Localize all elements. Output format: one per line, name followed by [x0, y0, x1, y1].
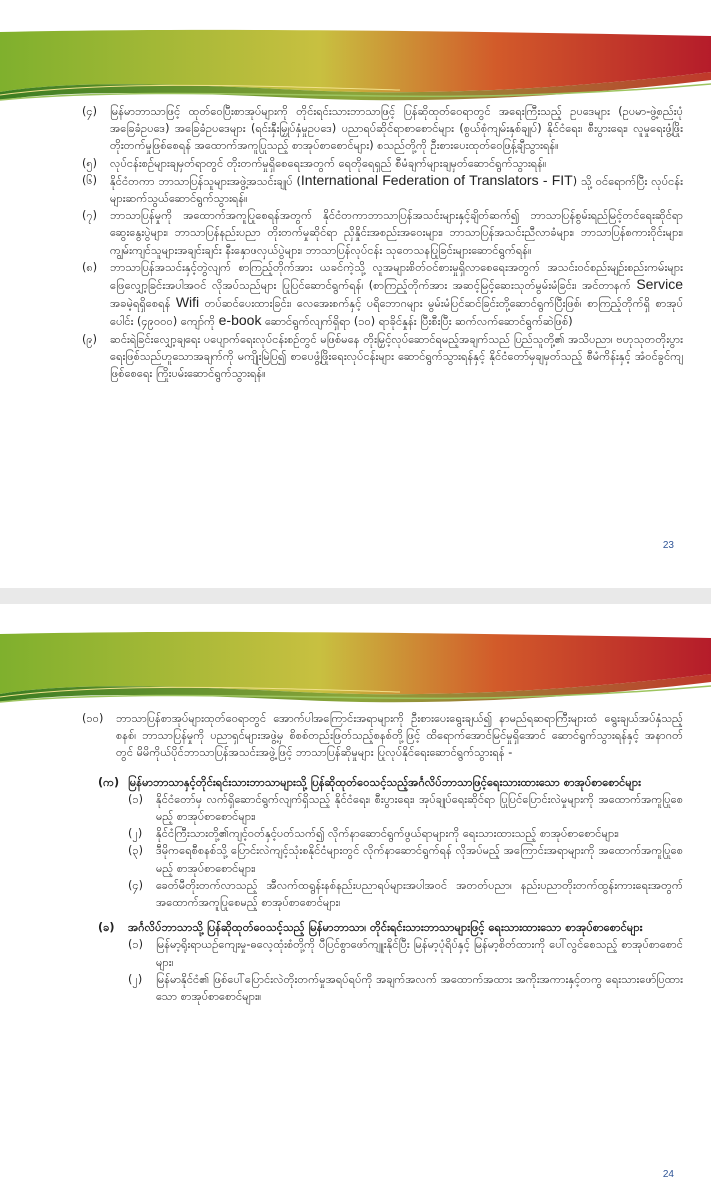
- item-text: [110, 259, 683, 331]
- item-number: (၉): [82, 332, 98, 346]
- item-number: (၇): [82, 209, 98, 223]
- item-text: ခေတ်မီတိုးတက်လာသည့် အီလက်ထရွန်းနစ်နည်းပညာရပ်များအပါအဝင် အတတ်ပညာ၊ နည်းပညာတိုးတက်ထွန်းကားရေးအတွက် အထောက်အကူပြုစေမည့် စာအုပ်စာစောင်များ၊: [156, 878, 683, 910]
- sections: [98, 774, 683, 1006]
- item-text: မြန်မာ့ရိုးရာယဉ်ကျေးမှု-ဓလေ့ထုံးစံတို့ကို ပီပြင်စွာဖော်ကျူးနိုင်ပြီး မြန်မာ့ပုံရိပ်နှင့် မြန်မာ့စိတ်ထားကို ပေါ်လွင်စေသည့် စာအုပ်စာစောင်များ၊: [156, 938, 683, 969]
- text-run: ဘာသာပြန်အသင်းနှင့်တွဲလျက် စာကြည့်တိုက်အား ယခင်ကဲ့သို့ လူအများစိတ်ဝင်စားမှုရှိလာစေရေးအတွက် အသင်းဝင်စည်းမျဉ်းစည်းကမ်းများ ဖြေလျှော့ခြင်းအပါအဝင် လိုအပ်သည်များ ပြုပြင်ဆောင်ရွက်ရန်၊ (စာကြည့်တိုက်အား အဆင့်မြင့်ဆေးသုတ်မွမ်းမံခြင်း၊ အင်တာနက်: [110, 260, 683, 293]
- latin-term: Service: [636, 276, 683, 293]
- header-banner-decoration: [0, 604, 711, 714]
- latin-term: International Federation of Translators - FIT: [300, 171, 573, 188]
- section-title: မြန်မာဘာသာနှင့်တိုင်းရင်းသားဘာသာများသို့ ပြန်ဆိုထုတ်ဝေသင့်သည့်အင်္ဂလိပ်ဘာသာဖြင့်ရေးသားထားသော စာအုပ်စာစောင်များ: [128, 775, 641, 789]
- item-number: (၄): [128, 878, 144, 892]
- section-number: (က): [98, 775, 120, 789]
- text-run: ဘာသာပြန်မှုကို အထောက်အကူပြုစေရန်အတွက် နိုင်ငံတကာဘာသာပြန်အသင်းများနှင့်ချိတ်ဆက်၍ ဘာသာပြန်စွမ်းရည်မြင့်တင်ရေးဆိုင်ရာဆွေးနွေးပွဲများ၊ ဘာသာပြန်နည်းပညာ တိုးတက်မှုဆိုင်ရာ ညှိနှိုင်းအစည်းအဝေးများ၊ ဘာသာပြန်အသင်းညီလာခံများ၊ ဘာသာပြန်စကားဝိုင်းများ၊ ကျွမ်းကျင်သူများအချင်းချင်း နီးနှောဖလှယ်ပွဲများ၊ ဘာသာပြန်လုပ်ငန်း သုတေသနပြုခြင်းများဆောင်ရွက်ရန်။: [110, 209, 683, 257]
- item-text: [110, 172, 683, 207]
- text-run: တပ်ဆင်ပေးထားခြင်း၊ လေအေးစက်နှင့် ပရိဘောဂများ မွမ်းမံပြင်ဆင်ခြင်းတို့ဆောင်ရွက်ပြီးဖြစ်၊ စာကြည့်တိုက်ရှိ စာအုပ်ပေါင်း (၄၉၀၀၀) ကျော်ကို: [110, 297, 683, 329]
- latin-term: e-book: [218, 312, 262, 329]
- list-item: [82, 331, 683, 383]
- list-item: [128, 791, 683, 825]
- list-item: [82, 155, 683, 172]
- item-number: (၁): [128, 938, 144, 952]
- item-text: [110, 207, 683, 259]
- list-item: [82, 172, 683, 207]
- list-item: [128, 825, 683, 842]
- list-item: [128, 877, 683, 911]
- item-text: နိုင်ငံတော်မှ လက်ရှိဆောင်ရွက်လျက်ရှိသည့် နိုင်ငံရေး၊ စီးပွားရေး၊ အုပ်ချုပ်ရေးဆိုင်ရာ ပြုပြင်ပြောင်းလဲမှုများကို အထောက်အကူပြုစေမည့် စာအုပ်စာစောင်များ၊: [156, 792, 683, 824]
- intro-item: [82, 710, 683, 762]
- item-number: (၁၀): [82, 712, 104, 725]
- item-text: [110, 103, 683, 155]
- item-number: (၈): [82, 260, 98, 274]
- list-item: [128, 971, 683, 1005]
- item-text: [110, 331, 683, 383]
- item-number: (၂): [128, 972, 143, 986]
- item-text: ဒီမိုကရေစီစနစ်သို့ ပြောင်းလဲကျင့်သုံးစနိုင်ငံများတွင် လိုက်နာဆောင်ရွက်ရန် လိုအပ်မည့် အကြောင်းအရာများကို အထောက်အကူပြုစေမည့် စာအုပ်စာစောင်များ၊: [156, 844, 683, 875]
- text-run: ) သို့ ဝင်ရောက်ပြီး လုပ်ငန်းများဆက်သွယ်ဆောင်ရွက်သွားရန်။: [110, 174, 683, 206]
- item-number: (၅): [82, 156, 98, 170]
- document-page-24: [0, 604, 711, 1200]
- text-run: ဆင်းရဲခြင်းလျှော့ချရေး ပပျောက်ရေးလုပ်ငန်းစဉ်တွင် မဖြစ်မနေ တိုးမြှင့်လုပ်ဆောင်ရမည့်အချက်သည် ပြည်သူတို့၏ အသိပညာ၊ ဗဟုသုတတိုးပွားရေးဖြစ်သည်ဟူသောအချက်ကို မကျိုးမြဲပြ၍ စာပေဖွံ့ဖြိုးရေးလုပ်ငန်းများ ဆောင်ရွက်သွားရန်နှင့် နိုင်ငံတော်မှချမှတ်သည့် စီမံကိန်းနှင့် အံဝင်ခွင်ကျဖြစ်စေရေး ကြိုးပမ်းဆောင်ရွက်သွားရန်။: [110, 332, 683, 381]
- item-number: (၄): [82, 105, 98, 118]
- item-text: နိုင်ငံကြီးသားတို့၏ကျင့်ဝတ်နှင့်ပတ်သက်၍ လိုက်နာဆောင်ရွက်ဖွယ်ရာများကို ရေးသားထားသည့် စာအုပ်စာစောင်များ၊: [156, 827, 619, 841]
- document-page-23: [0, 0, 711, 588]
- page-number: 23: [662, 540, 674, 551]
- page-23-list: [82, 103, 683, 382]
- item-number: (၁): [128, 792, 144, 806]
- text-run: နိုင်ငံတကာ ဘာသာပြန်သူများအဖွဲ့အသင်းချုပ် (: [110, 174, 301, 188]
- list-item: [82, 207, 683, 259]
- list-item: [82, 259, 683, 331]
- section-heading: [98, 774, 683, 791]
- item-number: (၆): [82, 173, 98, 187]
- section-number: (ခ): [98, 921, 115, 935]
- text-run: မြန်မာဘာသာဖြင့် ထုတ်ဝေပြီးစာအုပ်များကို တိုင်းရင်းသားဘာသာဖြင့် ပြန်ဆိုထုတ်ဝေရာတွင် အရေးကြီးသည့် ဥပဒေများ (ဥပမာ-ဖွဲ့စည်းပုံအခြေခံဥပဒေ) အခြေခံဥပဒေများ (ရင်းနှီးမြှုပ်နှံမှုဥပဒေ) ပညာရပ်ဆိုင်ရာစာစောင်များ (စွယ်စုံကျမ်းနှစ်ချုပ်) နိုင်ငံရေး၊ စီးပွားရေး၊ လူမှုရေးဖွံ့ဖြိုးတိုးတက်မှုဖြစ်စေရန် အထောက်အကူပြုသည့် စာအုပ်စာစောင်များ) စသည်တို့ကို ဦးစားပေးထုတ်ဝေဖြန့်ချီသွားရန်။: [110, 105, 683, 153]
- section-title: အင်္ဂလိပ်ဘာသာသို့ ပြန်ဆိုထုတ်ဝေသင့်သည့် မြန်မာဘာသာ၊ တိုင်းရင်းသားဘာသာများဖြင့် ရေးသားထားသော စာအုပ်စာစောင်များ: [128, 921, 643, 935]
- text-run: ဆောင်ရွက်လျက်ရှိရာ (၁၀) ရာခိုင်နှုန်း ပြီးစီးပြီး ဆက်လက်ဆောင်ရွက်ဆဲဖြစ်): [261, 315, 573, 329]
- header-banner-decoration: [0, 0, 711, 110]
- text-run: အခမဲ့ရရှိစေရန်: [110, 297, 176, 311]
- list-item: [82, 103, 683, 155]
- latin-term: Wifi: [175, 294, 200, 311]
- page-number: 24: [662, 1169, 674, 1180]
- item-text: [110, 155, 683, 172]
- item-text: ဘာသာပြန်စာအုပ်များထုတ်ဝေရာတွင် အောက်ပါအကြောင်းအရာများကို ဦးစားပေးရွေးချယ်၍ နာမည်ရဆရာကြီးများထံ ရွေးချယ်အပ်နှံသည့်စနစ်၊ ဘာသာပြန်မှုကို ပညာရှင်များအဖွဲ့မှ စိစစ်တည်းဖြတ်သည့်စနစ်တို့ဖြင့် ထိရောက်အောင်မြင်မှုရှိအောင် ဆောင်ရွက်သွားရန်နှင့် အနာဂတ်တွင် မိမိကိုယ်ပိုင်ဘာသာပြန်အသင်းအဖွဲ့ဖြင့် ဘာသာပြန်ဆိုမှုများ ပြုလုပ်နိုင်ရေးဆောင်ရွက်သွားရန် -: [116, 712, 683, 760]
- list-item: [128, 936, 683, 970]
- page-24-body: [82, 710, 683, 1005]
- item-text: မြန်မာနိုင်ငံ၏ ဖြစ်ပေါ်ပြောင်းလဲတိုးတက်မှုအရပ်ရပ်ကို အချက်အလက် အထောက်အထား အကိုးအကားနှင့်တကွ ရေးသားဖော်ပြထားသော စာအုပ်စာစောင်များ။: [156, 972, 683, 1004]
- item-number: (၃): [128, 844, 144, 858]
- item-number: (၂): [128, 827, 143, 841]
- section-heading: [98, 919, 683, 936]
- text-run: လုပ်ငန်းစဉ်များချမှတ်ရာတွင် တိုးတက်မှုရှိစေရေးအတွက် ရေတိုရေရှည် စီမံချက်များချမှတ်ဆောင်ရွက်သွားရန်။: [110, 156, 547, 170]
- list-item: [128, 842, 683, 876]
